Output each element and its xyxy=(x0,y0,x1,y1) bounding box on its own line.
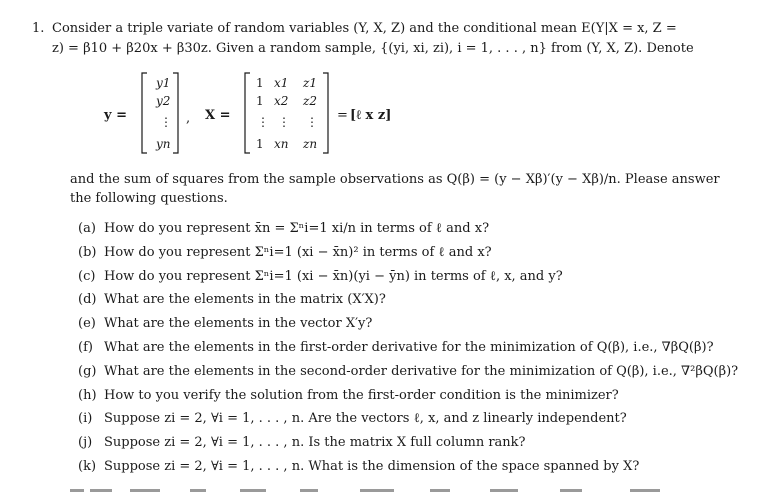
question-label: (i) xyxy=(78,411,93,427)
y-label: y = xyxy=(104,108,127,123)
question-label: (a) xyxy=(78,221,96,236)
X-right-bracket xyxy=(323,73,328,153)
question-label: (b) xyxy=(78,244,97,260)
question-text: Suppose zi = 2, ∀i = 1, . . . , n. Is the matrix X full column rank? xyxy=(104,435,526,451)
y-right-bracket xyxy=(173,73,178,153)
X-cell: zn xyxy=(303,137,318,151)
question-item xyxy=(78,431,738,455)
y-entry-2: y2 xyxy=(156,94,171,108)
question-text: Suppose zi = 2, ∀i = 1, . . . , n. What is the dimension of the space spanned by X? xyxy=(104,458,640,474)
X-cell: z2 xyxy=(303,94,317,108)
question-item xyxy=(78,241,738,265)
question-item xyxy=(78,336,738,360)
y-entry-n: yn xyxy=(156,137,171,151)
X-cell: z1 xyxy=(303,76,317,90)
X-cell: ⋮ xyxy=(278,115,290,129)
question-text: What are the elements in the vector X′y? xyxy=(104,316,373,332)
y-left-bracket xyxy=(142,73,147,153)
question-label: (d) xyxy=(78,292,97,308)
question-text: How to you verify the solution from the first-order condition is the minimizer? xyxy=(104,387,619,403)
matrix-definitions xyxy=(0,62,761,166)
question-text: Suppose zi = 2, ∀i = 1, . . . , n. Are the vectors ℓ, x, and z linearly independent? xyxy=(104,411,627,427)
question-label: (e) xyxy=(78,316,96,332)
question-item xyxy=(78,312,738,336)
question-label: (h) xyxy=(78,387,97,403)
X-cell: ⋮ xyxy=(306,115,318,129)
question-label: (j) xyxy=(78,435,93,451)
question-item xyxy=(78,288,738,312)
sum-of-squares-line-2: the following questions. xyxy=(70,191,228,206)
column-block: [ℓ x z] xyxy=(350,108,392,123)
question-text: How do you represent Σⁿi=1 (xi − x̄n)(yi − ȳn) in terms of ℓ, x, and y? xyxy=(104,268,563,284)
cropped-next-line xyxy=(70,484,710,492)
question-item xyxy=(78,384,738,408)
question-item xyxy=(78,217,738,241)
question-text: How do you represent Σⁿi=1 (xi − x̄n)² in terms of ℓ and x? xyxy=(104,244,492,260)
X-label: X = xyxy=(205,108,231,123)
question-text: How do you represent x̄n = Σⁿi=1 xi/n in terms of ℓ and x? xyxy=(104,221,490,236)
question-item xyxy=(78,360,738,384)
question-item xyxy=(78,455,738,479)
X-cell: 1 xyxy=(256,137,264,151)
question-text: What are the elements in the matrix (X′X)? xyxy=(104,292,386,308)
question-label: (c) xyxy=(78,268,96,284)
intro-line-1: Consider a triple variate of random variables (Y, X, Z) and the conditional mean E(Y|X = x, Z = xyxy=(52,21,677,36)
separator-comma: , xyxy=(186,111,191,126)
question-label: (f) xyxy=(78,339,93,355)
question-text: What are the elements in the first-order derivative for the minimization of Q(β), i.e., ∇βQ(β)? xyxy=(104,339,714,355)
X-cell: 1 xyxy=(256,94,264,108)
question-label: (k) xyxy=(78,458,97,474)
problem-number: 1. xyxy=(32,21,45,36)
X-cell: ⋮ xyxy=(257,115,269,129)
question-text: What are the elements in the second-order derivative for the minimization of Q(β), i.e., ∇²βQ(β)? xyxy=(104,363,739,379)
X-cell: x1 xyxy=(274,76,289,90)
question-item xyxy=(78,265,738,289)
equals-sign: = xyxy=(337,108,348,123)
question-item xyxy=(78,407,738,431)
y-entry-dots: ⋮ xyxy=(160,115,172,129)
intro-line-2: z) = β10 + β20x + β30z. Given a random sample, {(yi, xi, zi), i = 1, . . . , n} from (Y, X, Z). Denote xyxy=(52,41,694,56)
question-list xyxy=(78,217,738,479)
sum-of-squares-line-1: and the sum of squares from the sample observations as Q(β) = (y − Xβ)′(y − Xβ)/n. Please answer xyxy=(70,172,720,187)
question-label: (g) xyxy=(78,363,97,379)
X-left-bracket xyxy=(245,73,250,153)
X-cell: 1 xyxy=(256,76,264,90)
y-entry-1: y1 xyxy=(156,76,171,90)
X-cell: xn xyxy=(274,137,289,151)
X-cell: x2 xyxy=(274,94,289,108)
